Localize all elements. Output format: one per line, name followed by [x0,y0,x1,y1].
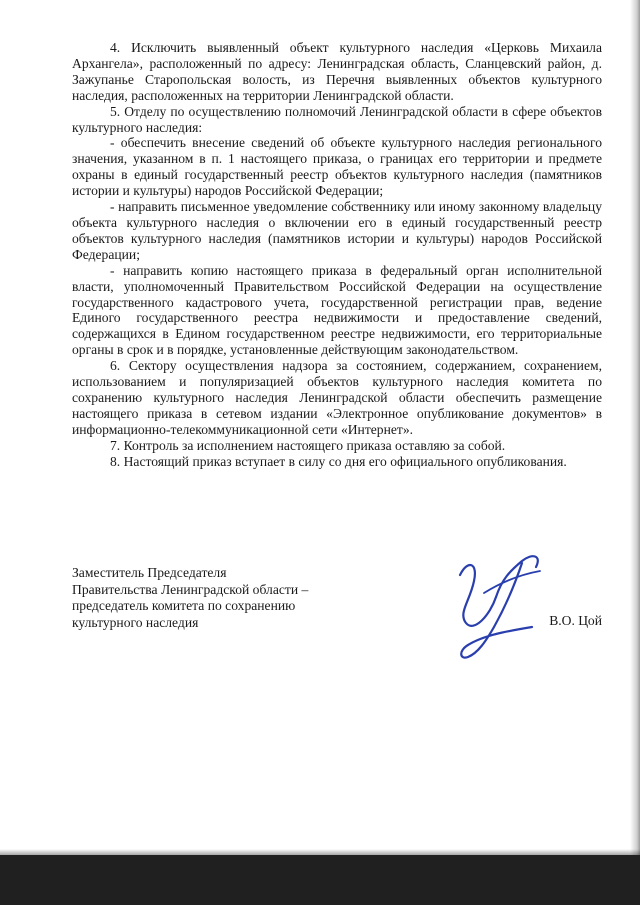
paragraph-subitem-copy: - направить копию настоящего приказа в федеральный орган исполнительной власти, уполномоченный Правительством Российской Федерации на осуществление государственного кадастрового учета, государственной регистрации прав, ведение Единого государственного реестра недвижимости и предоставление сведений, содержащихся в Едином государственном реестре недвижимости, его территориальные органы в срок и в порядке, установленные действующим законодательством. [72,262,602,358]
paragraph-subitem-register: - обеспечить внесение сведений об объекте культурного наследия регионального значения, указанном в п. 1 настоящего приказа, о границах его территории и предмете охраны в единый государственный реестр объектов культурного наследия (памятников истории и культуры) народов Российской Федерации; [72,135,602,199]
document-body [72,40,602,469]
signatory-title: Заместитель Председателя Правительства Ленинградской области – председатель комитета по сохранению культурного наследия [72,565,309,630]
signature-block [72,565,602,665]
paragraph-item-4: 4. Исключить выявленный объект культурного наследия «Церковь Михаила Архангела», расположенный по адресу: Ленинградская область, Сланцевский район, д. Зажупанье Старопольская волость, из Перечня выявленных объектов культурного наследия, расположенных на территории Ленинградской области. [72,40,602,103]
scan-edge-right [630,0,640,905]
signatory-name: В.О. Цой [549,613,602,628]
paragraph-subitem-notify: - направить письменное уведомление собственнику или иному законному владельцу объекта культурного наследия о включении его в единый государственный реестр объектов культурного наследия (памятников истории и культуры) народов Российской Федерации; [72,199,602,262]
scan-edge-bottom [0,855,640,905]
paragraph-item-5: 5. Отделу по осуществлению полномочий Ленинградской области в сфере объектов культурного наследия: [72,103,602,135]
paragraph-item-6: 6. Сектору осуществления надзора за состоянием, содержанием, сохранением, использованием и популяризацией объектов культурного наследия комитета по сохранению культурного наследия Ленинградской области обеспечить размещение настоящего приказа в сетевом издании «Электронное опубликование документов» в информационно-телекоммуникационной сети «Интернет». [72,358,602,437]
paragraph-item-7: 7. Контроль за исполнением настоящего приказа оставляю за собой. [110,437,506,453]
handwritten-signature [444,553,554,663]
paragraph-item-8: 8. Настоящий приказ вступает в силу со дня его официального опубликования. [110,453,567,469]
